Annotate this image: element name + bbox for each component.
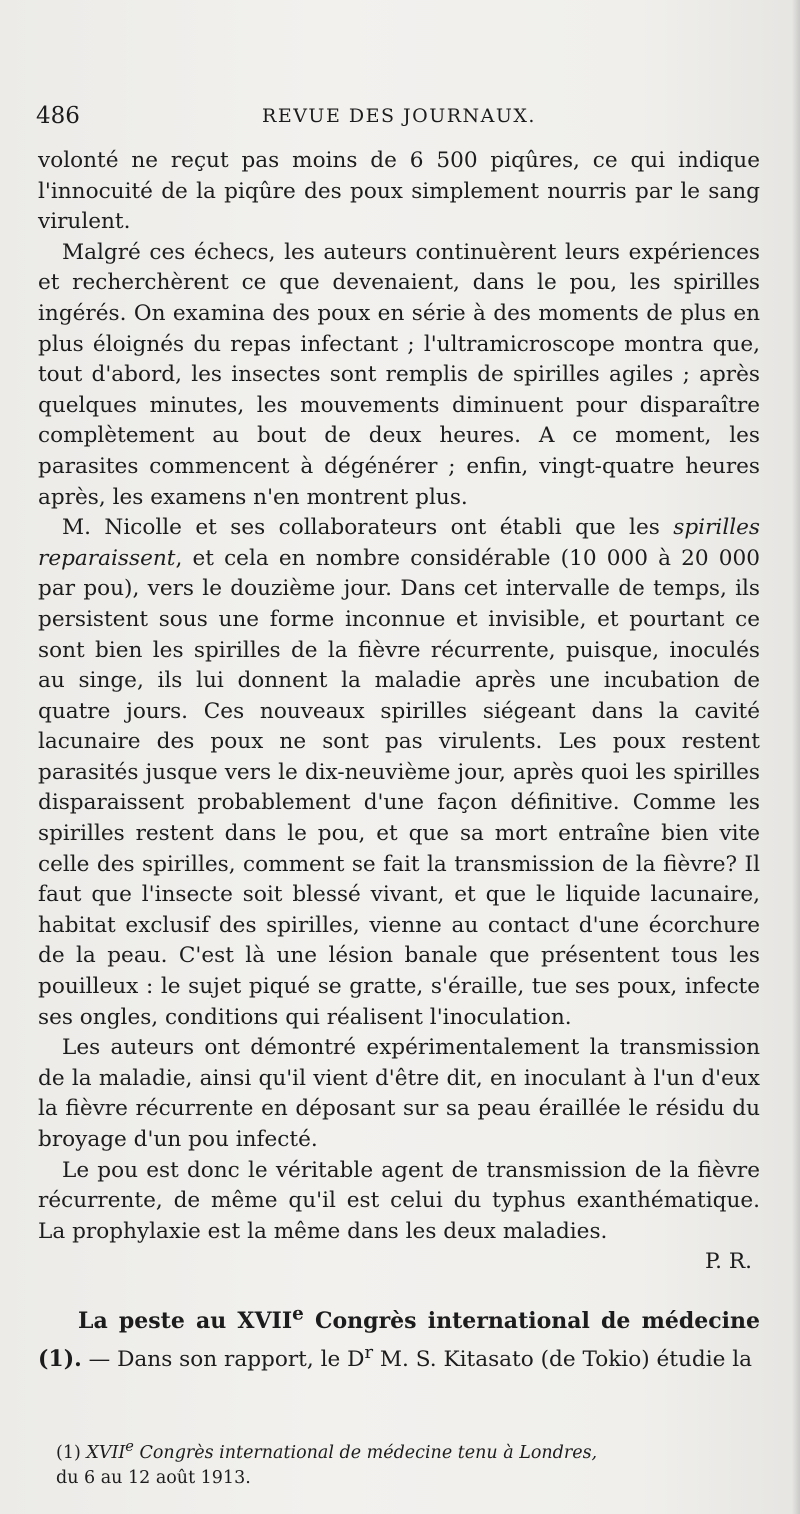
footnote-line-1 (56, 1434, 782, 1466)
signature: P. R. (704, 1249, 752, 1275)
article-body (38, 146, 760, 1376)
section-text-sup: r (364, 1341, 374, 1363)
journal-title: REVUE DES JOURNAUX. (262, 105, 536, 127)
paragraph-1: volonté ne reçut pas moins de 6 500 piqûres, ce qui indique l'innocuité de la piqûre des poux simplement nourris par le sang virulent. (38, 148, 760, 235)
footnote-italic-end: Congrès international de médecine tenu à Londres, (133, 1442, 598, 1463)
footnote-line-2: du 6 au 12 août 1913. (56, 1467, 251, 1488)
section-title-start: La peste au XVII (78, 1308, 293, 1335)
footnote-sup: e (125, 1438, 134, 1455)
paragraph-5: Le pou est donc le véritable agent de transmission de la fièvre récurrente, de même qu'il est celui du typhus exanthématique. La prophylaxie est la même dans les deux maladies. (38, 1157, 760, 1244)
page-number: 486 (36, 103, 80, 129)
paragraph-3-rest: , et cela en nombre considérable (10 000 à 20 000 par pou), vers le douzième jour. Dans cet intervalle de temps, ils persistent sous une forme inconnue et invisible, et pourtant ce sont bien les spirilles de la fièvre récurrente, puisque, inoculés au singe, ils lui donnent la maladie après une incubation de quatre jours. Ces nouveaux spirilles siégeant dans la cavité lacunaire des poux ne sont pas virulents. Les poux restent parasités jusque vers le dix-neuvième jour, après quoi les spirilles disparaissent probablement d'une façon définitive. Comme les spirilles restent dans le pou, et que sa mort entraîne bien vite celle des spirilles, comment se fait la transmission de la fièvre? Il faut que l'insecte soit blessé vivant, et que le liquide lacunaire, habitat exclusif des spirilles, vienne au contact d'une écorchure de la peau. C'est là une lésion banale que présentent tous les pouilleux : le sujet piqué se gratte, s'éraille, tue ses poux, infecte ses ongles, conditions qui réalisent l'inoculation. (38, 545, 760, 1030)
footnote-italic-start: XVII (86, 1442, 126, 1463)
section-title-end: Congrès international de médecine (1). (38, 1308, 760, 1373)
footnote-marker: (1) (56, 1442, 87, 1463)
section-title-sup: e (292, 1303, 304, 1325)
paragraph-3 (38, 513, 760, 1033)
paragraph-2: Malgré ces échecs, les auteurs continuèrent leurs expériences et recherchèrent ce que devenaient, dans le pou, les spirilles ingérés. On examina des poux en série à des moments de plus en plus éloignés du repas infectant ; l'ultramicroscope montra que, tout d'abord, les insectes sont remplis de spirilles agiles ; après quelques minutes, les mouvements diminuent pour disparaître complètement au bout de deux heures. A ce moment, les parasites commencent à dégénérer ; enfin, vingt-quatre heures après, les examens n'en montrent plus. (38, 239, 760, 510)
page-edge-shadow (792, 0, 800, 1514)
paragraph-3-italic: spirilles reparaissent (38, 515, 760, 571)
footnote (56, 1434, 782, 1491)
footnote-italic (86, 1438, 598, 1463)
section-heading-paragraph (38, 1300, 760, 1376)
section-text-end: M. S. Kitasato (de Tokio) étudie la (373, 1347, 753, 1373)
paragraph-3-start: M. Nicolle et ses collaborateurs ont établi que les (62, 515, 674, 541)
running-head (36, 103, 762, 133)
paragraph-4: Les auteurs ont démontré expérimentalement la transmission de la maladie, ainsi qu'il vient d'être dit, en inoculant à l'un d'eux la fièvre récurrente en déposant sur sa peau éraillée le résidu du broyage d'un pou infecté. (38, 1035, 760, 1152)
section-text-start: — Dans son rapport, le D (81, 1347, 365, 1373)
